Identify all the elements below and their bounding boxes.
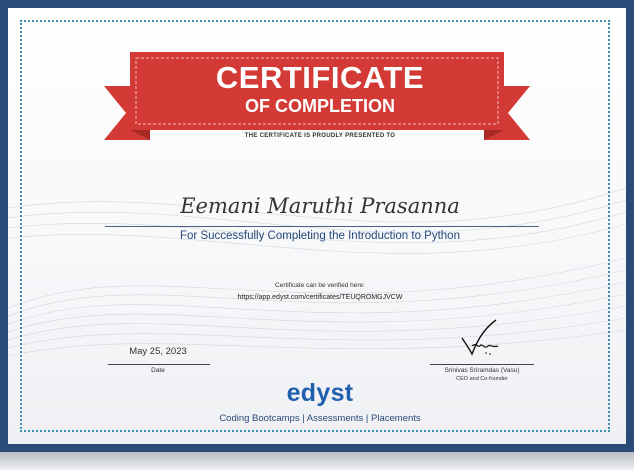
edyst-logo: edyst <box>286 379 354 407</box>
presented-to-text: THE CERTIFICATE IS PROUDLY PRESENTED TO <box>244 133 396 139</box>
signer-name: Srinivas Sriramdas (Vasu) <box>444 367 520 374</box>
date-label: Date <box>151 367 165 374</box>
verify-label: Certificate can be verified here: <box>275 282 365 289</box>
signature-line <box>430 364 534 365</box>
date-line <box>108 364 210 365</box>
course-line: For Successfully Completing the Introduction to Python <box>180 230 460 242</box>
verify-url-link[interactable]: https://app.edyst.com/certificates/TEUQROMGJVCW <box>237 294 403 301</box>
shadow-strip <box>0 452 634 470</box>
date-value: May 25, 2023 <box>129 346 187 357</box>
recipient-name: Eemani Maruthi Prasanna <box>180 194 460 218</box>
name-underline <box>105 226 539 227</box>
signature-image <box>456 316 506 360</box>
certificate-title: CERTIFICATE <box>215 60 425 95</box>
signer-role: CEO and Co-founder <box>456 376 508 382</box>
tagline: Coding Bootcamps | Assessments | Placements <box>219 413 421 424</box>
certificate-subtitle: OF COMPLETION <box>245 96 395 116</box>
